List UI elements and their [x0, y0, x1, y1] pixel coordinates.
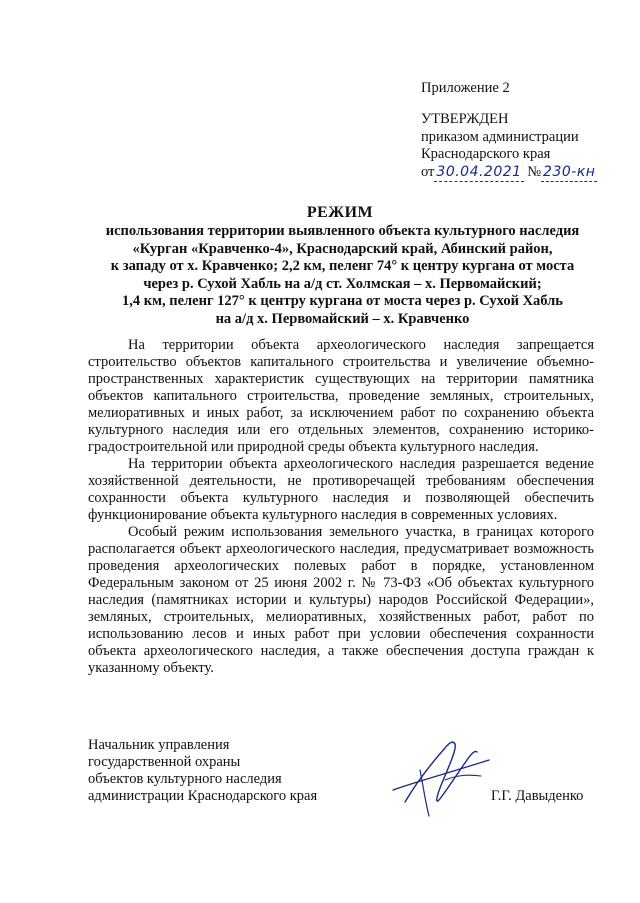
- approval-date-number: [421, 164, 621, 183]
- paragraph-special-regime: Особый режим использования земельного участка, в границах которого располагается объект археологического наследия, предусматривает возможность проведения археологических полевых работ в порядке, установленном Федеральным законом от 25 июня 2002 г. № 73-ФЗ «Об объектах культурного наследия (памятниках истории и культуры) народов Российской Федерации», земляных, строительных, мелиоративных, хозяйственных работ, работ по использованию лесов и иных работ при условии обеспечения сохранности объекта археологического наследия, а также обеспечения доступа граждан к указанному объекту.: [88, 524, 594, 676]
- signatory-position: [88, 737, 317, 805]
- position-line: государственной охраны: [88, 754, 241, 770]
- approval-line-1: приказом администрации: [421, 128, 579, 145]
- appendix-label: Приложение 2: [421, 80, 510, 96]
- position-line: администрации Краснодарского края: [88, 788, 318, 804]
- approval-line-2: Краснодарского края: [421, 146, 551, 162]
- handwritten-signature-icon: [385, 730, 495, 820]
- handwritten-number: 230-кн: [541, 164, 597, 183]
- paragraph-permissions: На территории объекта археологического наследия разрешается ведение хозяйственной деятельности, не противоречащей требованиям обеспечения сохранности объекта культурного наследия и позволяющей обеспечить функционирование объекта культурного наследия в современных условиях.: [88, 456, 594, 523]
- handwritten-date: 30.04.2021: [434, 164, 523, 183]
- from-label: от: [421, 163, 435, 180]
- document-body: [88, 337, 594, 677]
- subtitle-line: 1,4 км, пеленг 127° к центру кургана от моста через р. Сухой Хабль: [122, 293, 563, 310]
- approval-block: [421, 111, 621, 182]
- subtitle-line: через р. Сухой Хабль на а/д ст. Холмская – х. Первомайский;: [143, 275, 542, 292]
- number-label: №: [527, 163, 542, 180]
- subtitle-line: «Курган «Кравченко-4», Краснодарский край, Абинский район,: [132, 240, 553, 257]
- subtitle-line: на а/д х. Первомайский – х. Кравченко: [215, 310, 470, 327]
- paragraph-prohibitions: На территории объекта археологического наследия запрещается строительство объектов капитального строительства и увеличение объемно-пространственных характеристик существующих на территории памятника объектов капитального строительства, проведение земляных, строительных, мелиоративных и иных работ, за исключением работ по сохранению объекта культурного наследия или его отдельных элементов, сохранению историко-градостроительной или природной среды объекта культурного наследия.: [88, 337, 594, 455]
- position-line: Начальник управления: [88, 737, 230, 753]
- document-subtitle: [60, 223, 625, 329]
- subtitle-line: к западу от х. Кравченко; 2,2 км, пеленг 74° к центру кургана от моста: [110, 258, 575, 275]
- position-line: объектов культурного наследия: [88, 771, 282, 787]
- approval-heading: УТВЕРЖДЕН: [421, 111, 509, 127]
- subtitle-line: использования территории выявленного объекта культурного наследия: [105, 223, 580, 239]
- signer-name: Г.Г. Давыденко: [491, 788, 584, 804]
- document-title: РЕЖИМ: [306, 204, 374, 221]
